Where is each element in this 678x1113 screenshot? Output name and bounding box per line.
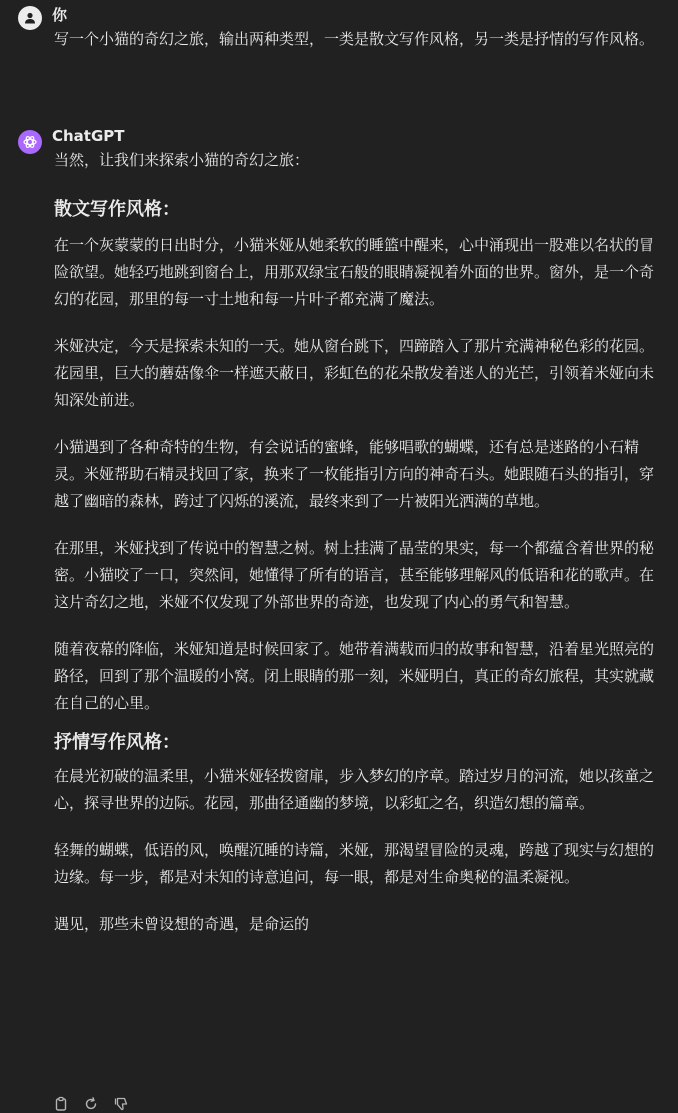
clipboard-icon xyxy=(53,1096,69,1112)
copy-button[interactable] xyxy=(52,1095,70,1113)
lyrical-paragraph: 轻舞的蝴蝶，低语的风，唤醒沉睡的诗篇，米娅，那渴望冒险的灵魂，跨越了现实与幻想的边缘。每一步，都是对未知的诗意追问，每一眼，都是对生命奥秘的温柔凝视。 xyxy=(54,841,655,886)
assistant-message xyxy=(18,122,658,1092)
prose-paragraph: 小猫遇到了各种奇特的生物，有会说话的蜜蜂，能够唱歌的蝴蝶，还有总是迷路的小石精灵。米娅帮助石精灵找回了家，换来了一枚能指引方向的神奇石头。她跟随石头的指引，穿越了幽暗的森林，跨过了闪烁的溪流，最终来到了一片被阳光洒满的草地。 xyxy=(54,438,655,510)
user-author-name: 你 xyxy=(52,6,68,24)
user-icon xyxy=(23,11,37,25)
assistant-author-name: ChatGPT xyxy=(52,127,125,145)
section-title-prose: 散文写作风格： xyxy=(54,199,180,220)
user-avatar xyxy=(18,6,42,30)
prose-paragraph: 米娅决定，今天是探索未知的一天。她从窗台跳下，四蹄踏入了那片充满神秘色彩的花园。花园里，巨大的蘑菇像伞一样遮天蔽日，彩虹色的花朵散发着迷人的光芒，引领着米娅向未知深处前进。 xyxy=(54,337,655,409)
regenerate-button[interactable] xyxy=(82,1095,100,1113)
intro-text: 当然，让我们来探索小猫的奇幻之旅： xyxy=(54,151,310,169)
lyrical-paragraph: 在晨光初破的温柔里，小猫米娅轻拨窗扉，步入梦幻的序章。踏过岁月的河流，她以孩童之心，探寻世界的边际。花园，那曲径通幽的梦境，以彩虹之名，织造幻想的篇章。 xyxy=(54,767,655,812)
message-actions xyxy=(52,1095,130,1113)
regenerate-icon xyxy=(83,1096,99,1112)
lyrical-paragraph: 遇见，那些未曾设想的奇遇，是命运的 xyxy=(54,915,310,933)
chatgpt-avatar xyxy=(18,130,42,154)
user-message xyxy=(18,0,658,80)
openai-logo-icon xyxy=(22,134,38,150)
section-title-lyrical: 抒情写作风格： xyxy=(54,732,180,753)
dislike-button[interactable] xyxy=(112,1095,130,1113)
prose-paragraph: 在那里，米娅找到了传说中的智慧之树。树上挂满了晶莹的果实，每一个都蕴含着世界的秘密。小猫咬了一口，突然间，她懂得了所有的语言，甚至能够理解风的低语和花的歌声。在这片奇幻之地，米娅不仅发现了外部世界的奇迹，也发现了内心的勇气和智慧。 xyxy=(54,539,655,611)
prose-paragraph: 随着夜幕的降临，米娅知道是时候回家了。她带着满载而归的故事和智慧，沿着星光照亮的路径，回到了那个温暖的小窝。闭上眼睛的那一刻，米娅明白，真正的奇幻旅程，其实就藏在自己的心里。 xyxy=(54,640,655,712)
thumbs-down-icon xyxy=(113,1096,129,1112)
prose-paragraph: 在一个灰蒙蒙的日出时分，小猫米娅从她柔软的睡篮中醒来，心中涌现出一股难以名状的冒险欲望。她轻巧地跳到窗台上，用那双绿宝石般的眼睛凝视着外面的世界。窗外，是一个奇幻的花园，那里的每一寸土地和每一片叶子都充满了魔法。 xyxy=(54,236,655,308)
user-message-text: 写一个小猫的奇幻之旅，输出两种类型，一类是散文写作风格，另一类是抒情的写作风格。 xyxy=(54,30,655,48)
assistant-message-body xyxy=(54,147,658,938)
